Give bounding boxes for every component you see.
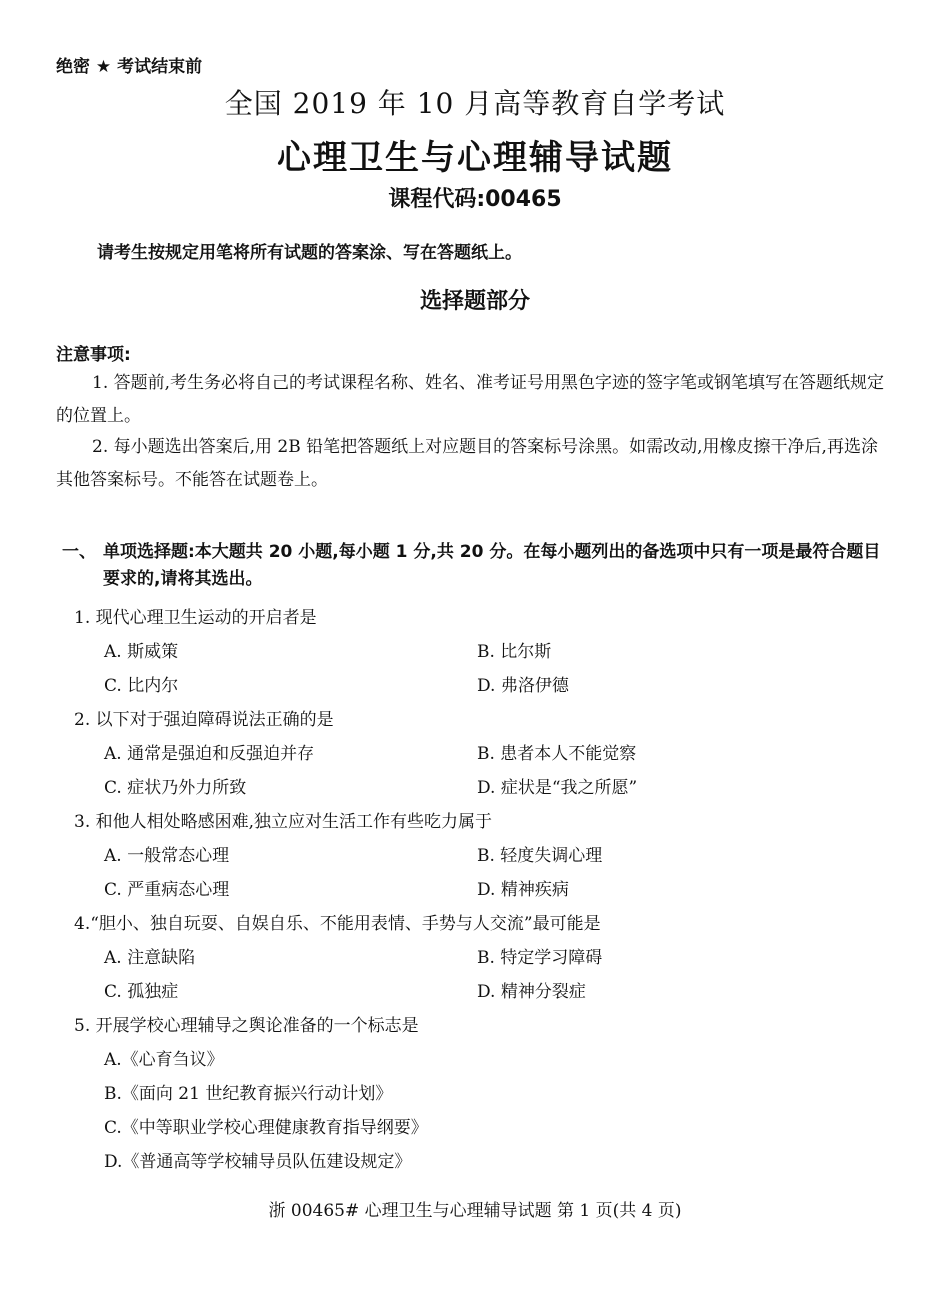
question-stem: 2. 以下对于强迫障碍说法正确的是 — [74, 710, 334, 730]
course-code: 课程代码:00465 — [388, 187, 562, 212]
option: B. 患者本人不能觉察 — [477, 744, 637, 764]
option: C. 比内尔 — [104, 676, 179, 696]
question-stem: 4.“胆小、独自玩耍、自娱自乐、不能用表情、手势与人交流”最可能是 — [74, 914, 601, 934]
option: D.《普通高等学校辅导员队伍建设规定》 — [104, 1152, 412, 1172]
option: D. 症状是“我之所愿” — [477, 778, 638, 798]
note-item: 1. 答题前,考生务必将自己的考试课程名称、姓名、准考证号用黑色字迹的签字笔或钢笔填写在答题纸规定的位置上。 — [56, 373, 885, 426]
question-stem: 3. 和他人相处略感困难,独立应对生活工作有些吃力属于 — [74, 812, 493, 832]
option: B. 特定学习障碍 — [477, 948, 603, 968]
option: C. 严重病态心理 — [104, 880, 230, 900]
option: B. 比尔斯 — [477, 642, 552, 662]
part-number: 一、 — [62, 542, 96, 562]
exam-title: 全国 2019 年 10 月高等教育自学考试 — [224, 87, 726, 120]
option: A. 注意缺陷 — [104, 948, 196, 968]
option: A.《心育刍议》 — [104, 1050, 224, 1070]
section-title: 选择题部分 — [419, 289, 530, 314]
notes-heading: 注意事项: — [56, 345, 131, 365]
part-one-heading — [62, 539, 882, 593]
note-item: 2. 每小题选出答案后,用 2B 铅笔把答题纸上对应题目的答案标号涂黑。如需改动,用橡皮擦干净后,再选涂其他答案标号。不能答在试题卷上。 — [56, 437, 878, 490]
option: B. 轻度失调心理 — [477, 846, 603, 866]
option: A. 通常是强迫和反强迫并存 — [104, 744, 315, 764]
page-footer: 浙 00465# 心理卫生与心理辅导试题 第 1 页(共 4 页) — [268, 1201, 682, 1221]
question-stem: 1. 现代心理卫生运动的开启者是 — [74, 608, 317, 628]
paper-title: 心理卫生与心理辅导试题 — [277, 138, 673, 178]
option: D. 弗洛伊德 — [477, 676, 569, 696]
exam-instruction: 请考生按规定用笔将所有试题的答案涂、写在答题纸上。 — [97, 243, 522, 263]
part-instructions: 单项选择题:本大题共 20 小题,每小题 1 分,共 20 分。在每小题列出的备选项中只有一项是最符合题目要求的,请将其选出。 — [103, 542, 881, 589]
option: B.《面向 21 世纪教育振兴行动计划》 — [104, 1084, 393, 1104]
option: A. 一般常态心理 — [104, 846, 230, 866]
option: A. 斯威策 — [104, 642, 179, 662]
option: C.《中等职业学校心理健康教育指导纲要》 — [104, 1118, 428, 1138]
option: C. 孤独症 — [104, 982, 179, 1002]
option: D. 精神分裂症 — [477, 982, 586, 1002]
question-stem: 5. 开展学校心理辅导之舆论准备的一个标志是 — [74, 1016, 419, 1036]
option: D. 精神疾病 — [477, 880, 569, 900]
option: C. 症状乃外力所致 — [104, 778, 247, 798]
confidential-label: 绝密 ★ 考试结束前 — [56, 57, 203, 77]
